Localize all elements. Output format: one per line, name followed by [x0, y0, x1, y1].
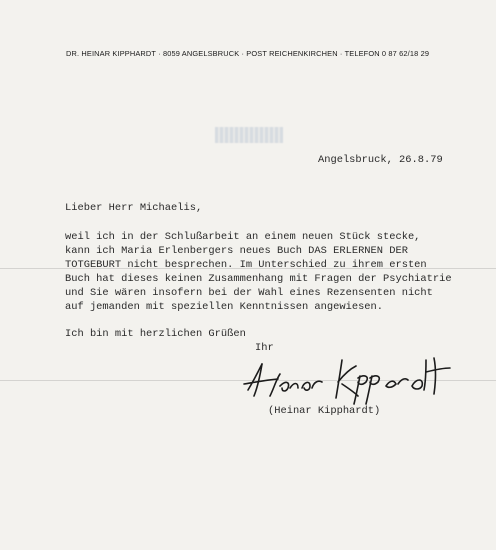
body-line: und Sie wären insofern bei der Wahl eines Rezensenten nicht	[65, 287, 433, 299]
handwritten-signature	[240, 350, 460, 406]
letter-body	[65, 230, 452, 314]
letter-date: Angelsbruck, 26.8.79	[318, 154, 443, 166]
typed-name: (Heinar Kipphardt)	[268, 405, 381, 417]
salutation: Lieber Herr Michaelis,	[65, 202, 203, 214]
closing-line: Ich bin mit herzlichen Grüßen	[65, 328, 246, 340]
closing-ihr: Ihr	[255, 342, 274, 354]
body-line: Buch hat dieses keinen Zusammenhang mit Fragen der Psychiatrie	[65, 273, 452, 285]
letterhead: DR. HEINAR KIPPHARDT · 8059 ANGELSBRUCK · POST REICHENKIRCHEN · TELEFON 0 87 62/18 29	[66, 49, 430, 58]
body-line: auf jemanden mit speziellen Kenntnissen angewiesen.	[65, 301, 384, 313]
body-line: TOTGEBURT nicht besprechen. Im Unterschied zu ihrem ersten	[65, 259, 427, 271]
body-line: kann ich Maria Erlenbergers neues Buch DAS ERLERNEN DER	[65, 245, 408, 257]
faint-stamp-mark	[215, 127, 283, 143]
body-line: weil ich in der Schlußarbeit an einem neuen Stück stecke,	[65, 231, 421, 243]
